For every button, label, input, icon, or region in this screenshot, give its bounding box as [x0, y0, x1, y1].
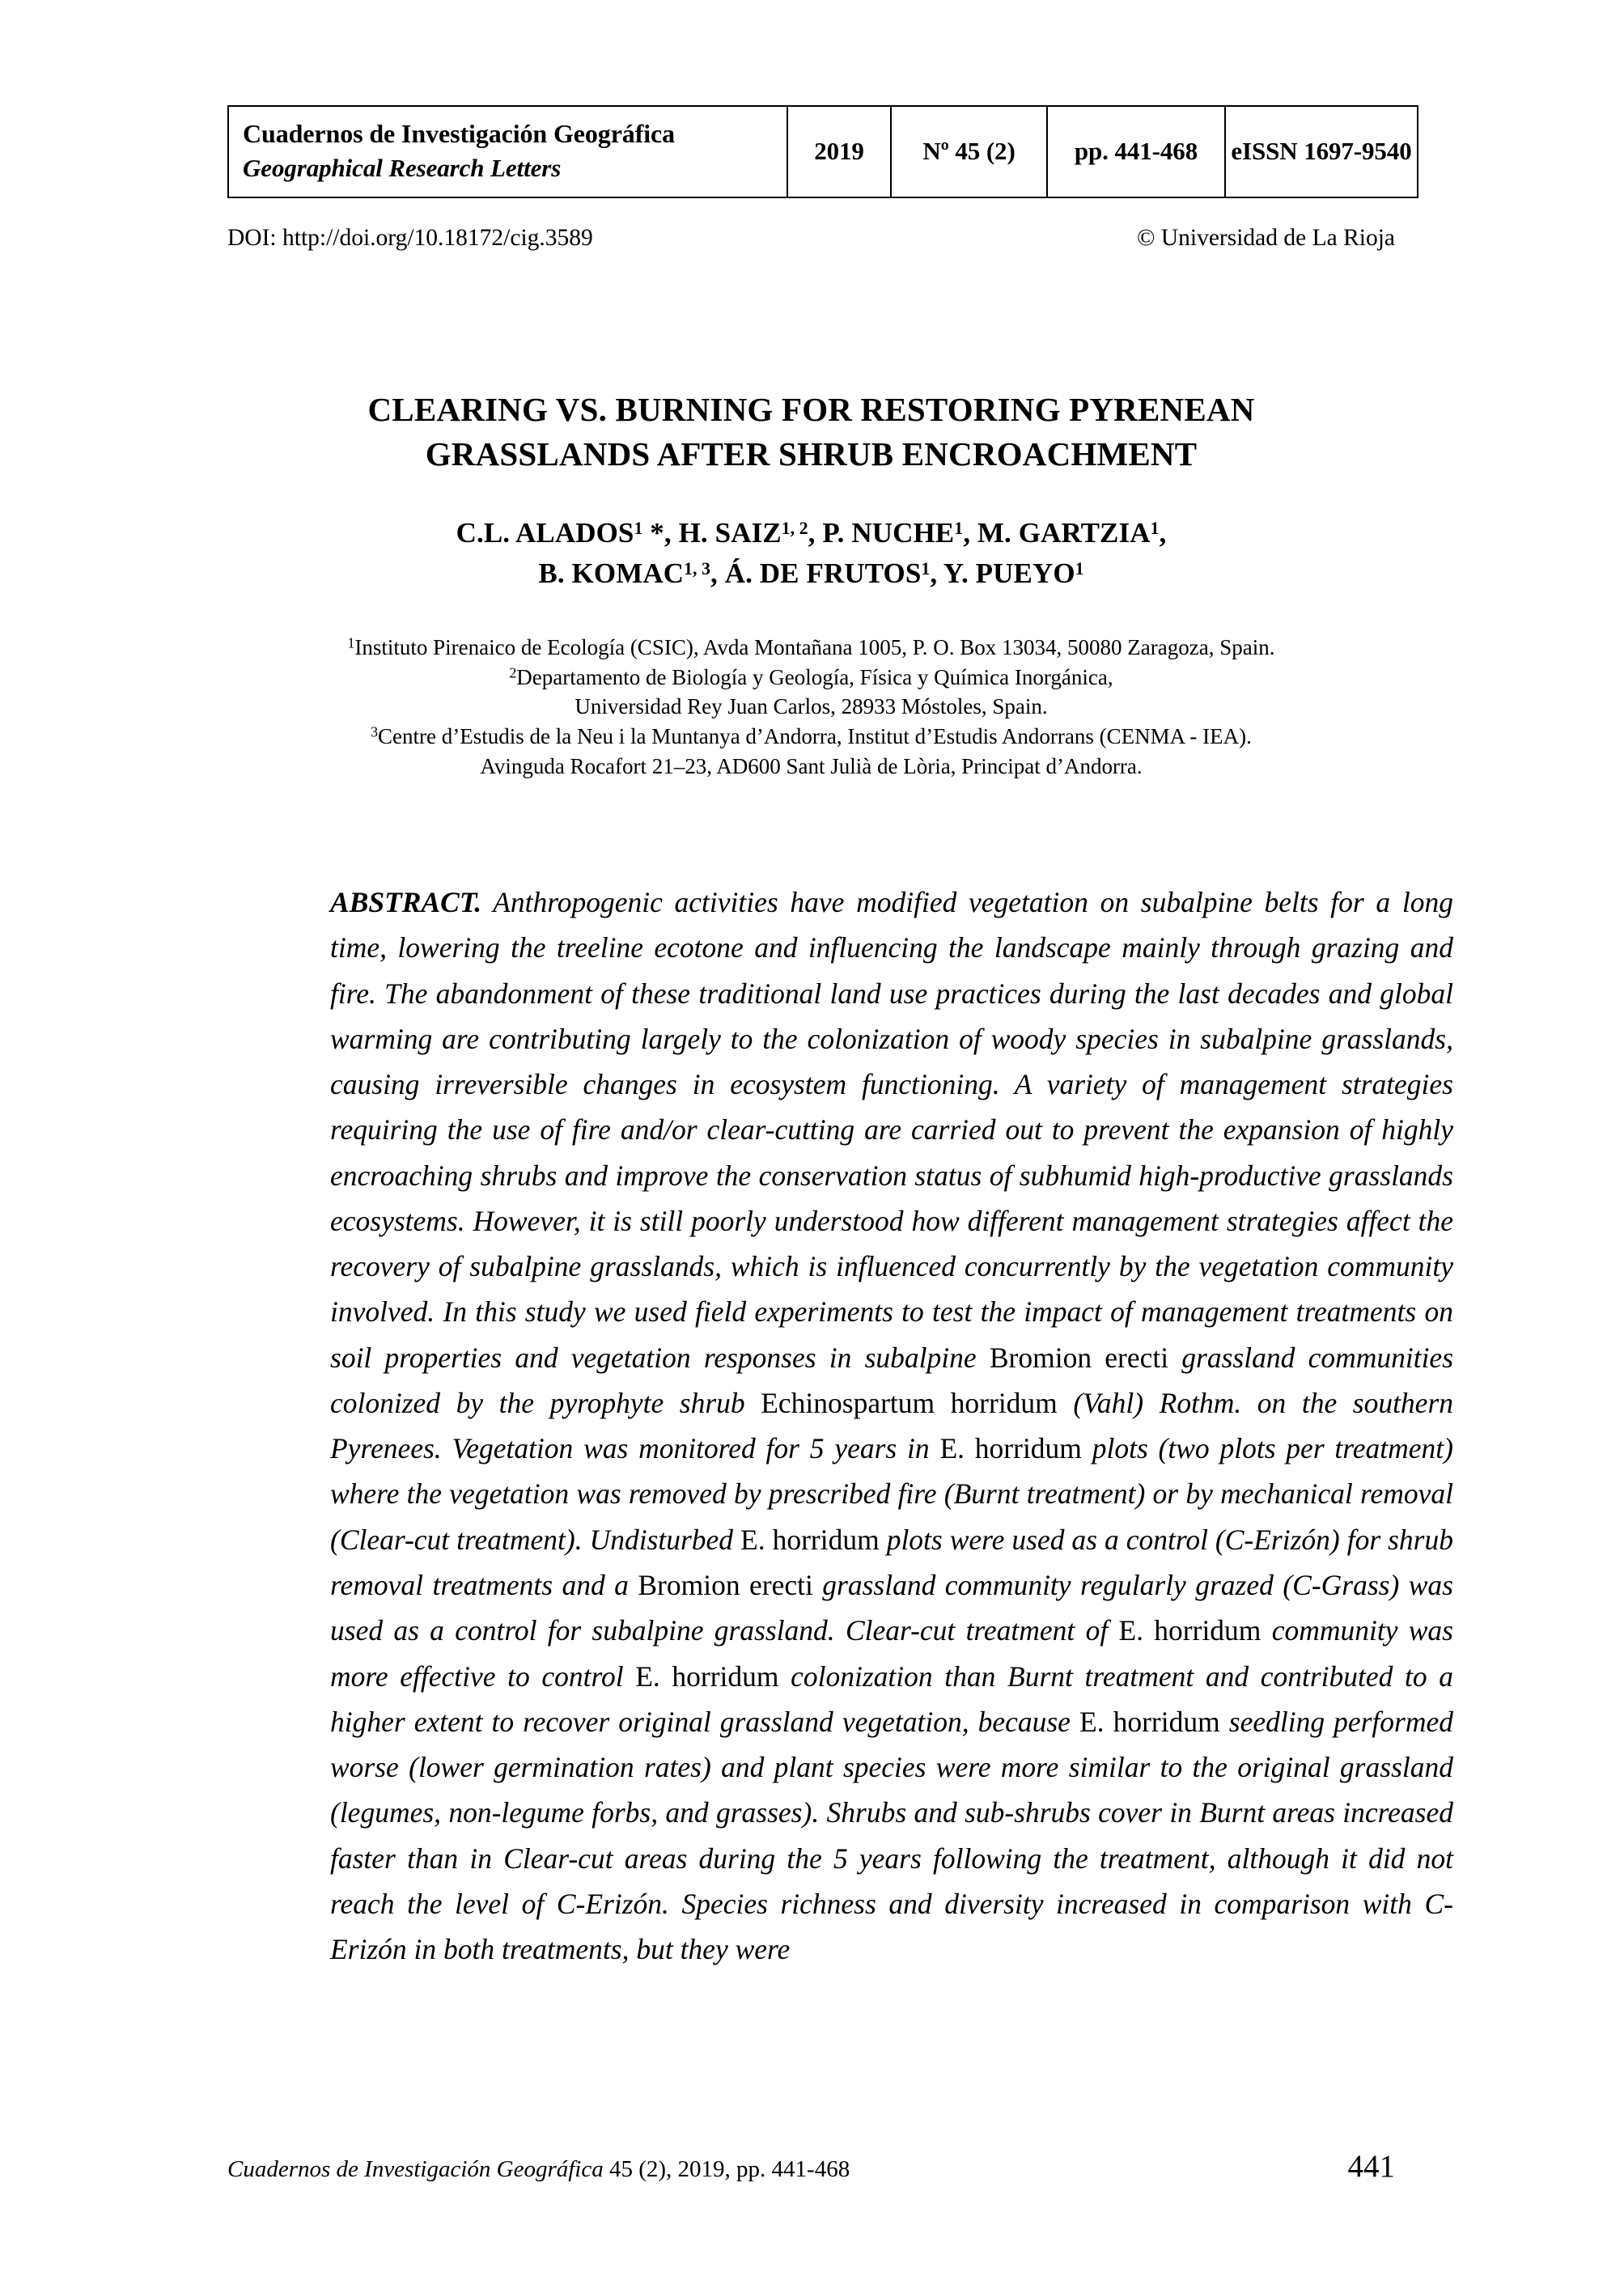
abstract-text-7: community was more effective to control [330, 1614, 1453, 1693]
author-line-1-separator: , [1159, 517, 1167, 549]
affiliation-list [227, 633, 1395, 782]
masthead-cell-journal-title [228, 106, 787, 197]
author-alados: C.L. ALADOS [456, 517, 634, 549]
article-title-line-1: CLEARING VS. BURNING FOR RESTORING PYRENEAN [367, 391, 1255, 429]
author-line-1 [227, 513, 1395, 553]
page-footer [227, 2151, 1395, 2183]
abstract-text-3: (Vahl) Rothm. on the southern Pyrenees. Vegetation was monitored for 5 years in [330, 1386, 1454, 1465]
journal-title-english: Geographical Research Letters [243, 154, 562, 183]
affiliation-2 [227, 663, 1395, 693]
affiliation-2-continued: Universidad Rey Juan Carlos, 28933 Móstoles, Spain. [575, 694, 1048, 719]
author-pueyo-affiliation-marker: 1 [1075, 558, 1084, 579]
footer-journal-name: Cuadernos de Investigación Geográfica [227, 2156, 604, 2182]
author-defrutos-affiliation-marker: 1 [921, 558, 931, 579]
species-e-horridum-5: E. horridum [1079, 1705, 1220, 1738]
article-title-line-2: GRASSLANDS AFTER SHRUB ENCROACHMENT [425, 434, 1198, 473]
affiliation-1-marker: 1 [347, 634, 355, 651]
author-pueyo: , Y. PUEYO [930, 557, 1075, 589]
article-title [227, 388, 1395, 476]
masthead-cell-year: 2019 [787, 106, 891, 197]
author-alados-affiliation-marker: 1 [634, 519, 643, 539]
author-gartzia-affiliation-marker: 1 [1150, 519, 1160, 539]
author-nuche-affiliation-marker: 1 [954, 519, 964, 539]
masthead-row [228, 106, 1418, 197]
affiliation-3-text: Centre d’Estudis de la Neu i la Muntanya d’Andorra, Institut d’Estudis Andorrans (CENMA - IEA). [378, 724, 1252, 749]
footer-issue-pages: 45 (2), 2019, pp. 441-468 [603, 2156, 850, 2182]
abstract-text-1: Anthropogenic activities have modified vegetation on subalpine belts for a long time, lowering the treeline ecotone and influencing the landscape mainly through grazing and fire. The abandonment of these traditional land use practices during the last decades and global warming are contributing largely to the colonization of woody species in subalpine grasslands, causing irreversible changes in ecosystem functioning. A variety of management strategies requiring the use of fire and/or clear-cutting are carried out to prevent the expansion of highly encroaching shrubs and improve the conservation status of subhumid high-productive grasslands ecosystems. However, it is still poorly understood how different management strategies affect the recovery of subalpine grasslands, which is influenced concurrently by the vegetation community involved. In this study we used field experiments to test the impact of management treatments on soil properties and vegetation responses in subalpine [330, 886, 1453, 1374]
species-bromion-erecti-1: Bromion erecti [989, 1341, 1169, 1374]
affiliation-1-text: Instituto Pirenaico de Ecología (CSIC), Avda Montañana 1005, P. O. Box 13034, 50080 Zaragoza, Spain. [354, 635, 1275, 659]
abstract-text-9: seedling performed worse (lower germination rates) and plant species were more similar to the original grassland (legumes, non-legume forbs, and grasses). Shrubs and sub-shrubs cover in Burnt areas increased faster than in Clear-cut areas during the 5 years following the treatment, although it did not reach the level of C-Erizón. Species richness and diversity increased in comparison with C-Erizón in both treatments, but they were [330, 1705, 1453, 1966]
author-defrutos: , Á. DE FRUTOS [710, 557, 922, 589]
species-e-horridum-4: E. horridum [635, 1659, 779, 1693]
abstract-label: ABSTRACT. [330, 886, 482, 918]
footer-journal-reference [227, 2156, 850, 2183]
author-komac-affiliation-marker: 1, 3 [684, 558, 711, 579]
abstract-section [330, 879, 1453, 1972]
journal-title-spanish: Cuadernos de Investigación Geográfica [243, 119, 676, 148]
abstract-text-8: colonization than Burnt treatment and contributed to a higher extent to recover original grassland vegetation, because [330, 1659, 1453, 1738]
author-saiz: *, H. SAIZ [642, 517, 782, 549]
author-list [227, 513, 1395, 593]
masthead-cell-eissn: eISSN 1697-9540 [1225, 106, 1418, 197]
affiliation-1 [227, 633, 1395, 663]
species-e-horridum-3: E. horridum [1118, 1614, 1261, 1647]
masthead-cell-pages: pp. 441-468 [1047, 106, 1225, 197]
abstract-text-6: grassland community regularly grazed (C-Grass) was used as a control for subalpine grassland. Clear-cut treatment of [330, 1568, 1453, 1647]
copyright-notice: © Universidad de La Rioja [1137, 225, 1395, 251]
species-echinospartum-horridum: Echinospartum horridum [761, 1386, 1058, 1419]
affiliation-3-continued: Avinguda Rocafort 21–23, AD600 Sant Julià de Lòria, Principat d’Andorra. [480, 753, 1143, 778]
abstract-text-5: plots were used as a control (C-Erizón) for shrub removal treatments and a [330, 1523, 1454, 1601]
abstract-text-4: plots (two plots per treatment) where the vegetation was removed by prescribed fire (Burnt treatment) or by mechanical removal (Clear-cut treatment). Undisturbed [330, 1432, 1453, 1556]
author-line-2 [227, 553, 1395, 594]
affiliation-3 [227, 722, 1395, 752]
journal-masthead-table [227, 105, 1418, 198]
page-number: 441 [1347, 2149, 1395, 2184]
author-nuche: , P. NUCHE [808, 517, 955, 549]
masthead-cell-issue: Nº 45 (2) [891, 106, 1047, 197]
species-e-horridum-1: E. horridum [939, 1432, 1082, 1465]
doi-copyright-line [227, 224, 1395, 252]
affiliation-2-marker: 2 [509, 664, 517, 681]
species-e-horridum-2: E. horridum [740, 1523, 880, 1556]
abstract-text-2: grassland communities colonized by the pyrophyte shrub [330, 1341, 1454, 1419]
author-saiz-affiliation-marker: 1, 2 [781, 519, 808, 539]
doi-link[interactable]: DOI: http://doi.org/10.18172/cig.3589 [227, 225, 593, 251]
species-bromion-erecti-2: Bromion erecti [638, 1568, 813, 1601]
affiliation-3-marker: 3 [371, 723, 379, 740]
affiliation-2-text: Departamento de Biología y Geología, Física y Química Inorgánica, [516, 664, 1113, 689]
author-gartzia: , M. GARTZIA [963, 517, 1151, 549]
author-komac: B. KOMAC [538, 557, 685, 589]
